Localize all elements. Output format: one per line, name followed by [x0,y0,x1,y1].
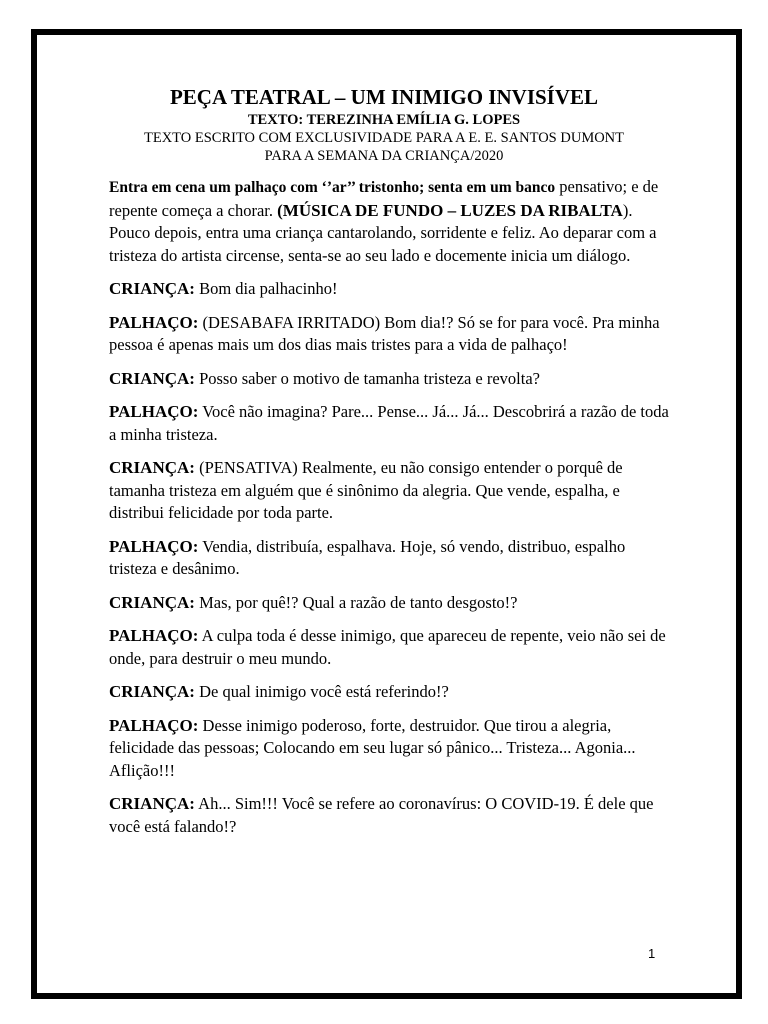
music-cue: (MÚSICA DE FUNDO – LUZES DA RIBALTA [277,200,623,220]
speaker-name: CRIANÇA: [109,279,195,298]
dialogue-text: Desse inimigo poderoso, forte, destruidor. Que tirou a alegria, felicidade das pessoas; Colocando em seu lugar só pânico... Tristeza... Agonia... Aflição!!! [109,715,636,780]
intro-text-2: ). Pouco depois, entra uma criança cantarolando, sorridente e feliz. Ao deparar com a tristeza do artista circense, senta-se ao seu lado e docemente inicia um diálogo. [109,200,657,265]
dialogue-line [109,368,669,391]
dialogue-line [109,715,669,783]
dialogue-line [109,278,669,301]
intro-paragraph [109,176,669,267]
subtitle-line-2: PARA A SEMANA DA CRIANÇA/2020 [264,148,504,164]
dialogue-line [109,401,669,446]
dialogue-line [109,312,669,357]
dialogue-text: Você não imagina? Pare... Pense... Já... Já... Descobrirá a razão de toda a minha tristeza. [109,402,669,444]
speaker-name: PALHAÇO: [109,536,199,556]
speaker-name: PALHAÇO: [109,312,199,332]
dialogue-text: A culpa toda é desse inimigo, que apareceu de repente, veio não sei de onde, para destruir o meu mundo. [109,626,666,668]
dialogue-line [109,681,669,704]
dialogue-text: Posso saber o motivo de tamanha tristeza e revolta? [199,368,540,388]
author-line: TEXTO: TEREZINHA EMÍLIA G. LOPES [247,112,521,128]
dialogue-text: Vendia, distribuía, espalhava. Hoje, só vendo, distribuo, espalho tristeza e desânimo. [109,536,626,578]
speaker-name: CRIANÇA: [109,682,195,701]
dialogue-line [109,592,669,615]
subtitle-line-1: TEXTO ESCRITO COM EXCLUSIVIDADE PARA A E. E. SANTOS DUMONT [143,130,625,146]
page-title: PEÇA TEATRAL – UM INIMIGO INVISÍVEL [169,85,599,109]
dialogue-text: De qual inimigo você está referindo!? [199,682,449,701]
dialogue-line [109,457,669,525]
intro-bold-text: Entra em cena um palhaço com ‘’ar’’ tristonho; senta em um banco [109,179,556,196]
speaker-name: CRIANÇA: [109,794,195,813]
speaker-name: PALHAÇO: [109,626,199,645]
dialogue-text: Bom dia palhacinho! [199,279,338,298]
script-body [109,176,669,849]
dialogue-text: (DESABAFA IRRITADO) Bom dia!? Só se for para você. Pra minha pessoa é apenas mais um dos dias mais tristes para a vida de palhaço! [109,312,660,354]
speaker-name: PALHAÇO: [109,402,199,421]
speaker-name: PALHAÇO: [109,715,199,735]
speaker-name: CRIANÇA: [109,368,195,388]
dialogue-line [109,793,669,838]
page-number: 1 [648,946,656,961]
dialogue-text: Mas, por quê!? Qual a razão de tanto desgosto!? [199,592,518,612]
document-header [40,84,728,165]
dialogue-line [109,536,669,581]
intro-text-1: pensativo; e de repente começa a chorar. [109,177,659,220]
speaker-name: CRIANÇA: [109,458,195,477]
dialogue-text: Ah... Sim!!! Você se refere ao coronavírus: O COVID-19. É dele que você está falando!? [109,794,654,836]
speaker-name: CRIANÇA: [109,592,195,612]
dialogue-text: (PENSATIVA) Realmente, eu não consigo entender o porquê de tamanha tristeza em alguém que é sinônimo da alegria. Que vende, espalha, e distribui felicidade por toda parte. [109,458,623,522]
dialogue-line [109,625,669,670]
